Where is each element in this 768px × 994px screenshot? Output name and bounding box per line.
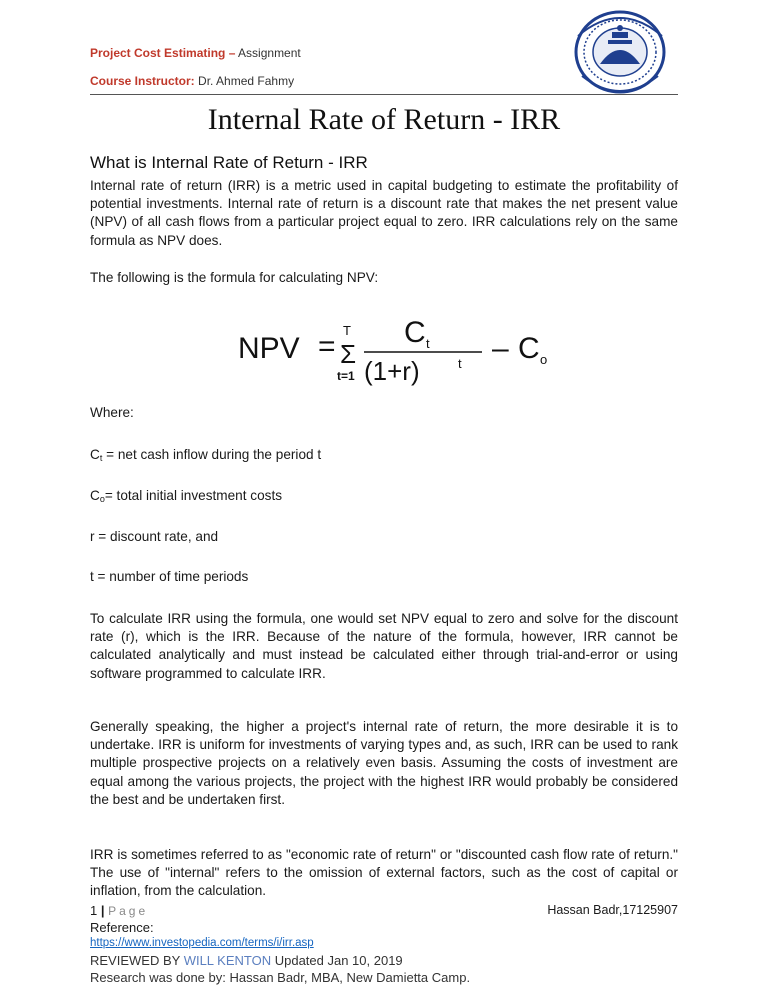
- header-course-label: Project Cost Estimating –: [90, 46, 236, 60]
- reviewed-date: Updated Jan 10, 2019: [271, 953, 403, 968]
- npv-formula: [236, 308, 566, 388]
- formula-npv: NPV: [238, 332, 300, 365]
- reviewed-prefix: REVIEWED BY: [90, 953, 184, 968]
- page-separator: |: [97, 903, 109, 918]
- calculation-paragraph: To calculate IRR using the formula, one would set NPV equal to zero and solve for the discount rate (r), which is the IRR. Because of the nature of the formula, however, IRR cannot be calculated analytically and must instead be calculated either through trial-and-error or using software programmed to calculate IRR.: [90, 611, 678, 681]
- header-course-value: Assignment: [238, 46, 301, 60]
- formula-numerator: C: [404, 316, 426, 349]
- reference-link[interactable]: https://www.investopedia.com/terms/i/irr.asp: [90, 937, 314, 949]
- formula-sum-bottom: t=1: [337, 369, 355, 383]
- definition-t: t = number of time periods: [90, 569, 249, 584]
- definition-ct-subscript: t: [99, 453, 103, 463]
- formula-sum-top: T: [343, 323, 351, 338]
- page-number-block: [90, 903, 148, 918]
- header-course-title: [90, 46, 301, 60]
- reference-label: Reference:: [90, 920, 154, 935]
- formula-equals: =: [318, 330, 336, 363]
- formula-sigma: Σ: [340, 339, 357, 369]
- header-instructor-value: Dr. Ahmed Fahmy: [198, 74, 295, 88]
- formula-c0-sub: o: [540, 352, 548, 367]
- page-word: Page: [108, 904, 149, 918]
- definition-co-subscript: o: [99, 494, 105, 504]
- definition-co-symbol: C: [90, 488, 100, 503]
- terminology-paragraph: IRR is sometimes referred to as "economic rate of return" or "discounted cash flow rate of return." The use of "internal" refers to the omission of external factors, such as the cost of capital or inflation, from the calculation.: [90, 847, 678, 899]
- research-note: Research was done by: Hassan Badr, MBA, New Damietta Camp.: [90, 970, 471, 985]
- definition-co-text: = total initial investment costs: [104, 488, 283, 503]
- formula-numerator-sub: t: [426, 336, 430, 351]
- formula-minus: –: [492, 332, 509, 365]
- formula-intro-paragraph: The following is the formula for calculating NPV:: [90, 270, 379, 285]
- page-number: 1: [90, 903, 98, 918]
- page-title: Internal Rate of Return - IRR: [207, 103, 561, 136]
- formula-denominator: (1+r): [364, 356, 420, 386]
- where-label: Where:: [90, 405, 134, 420]
- formula-c0: C: [518, 332, 540, 365]
- reviewer-name: WILL KENTON: [183, 953, 272, 968]
- definition-ct-symbol: C: [90, 447, 100, 462]
- ranking-paragraph: Generally speaking, the higher a project's internal rate of return, the more desirable it is to undertake. IRR is uniform for investments of varying types and, as such, IRR can be used to rank multiple prospective projects on a relatively even basis. Assuming the costs of investment are equal among the various projects, the project with the highest IRR would probably be considered the best and be undertaken first.: [90, 719, 678, 807]
- definition-ct-text: = net cash inflow during the period t: [102, 447, 322, 462]
- definition-ct: [90, 447, 321, 463]
- header-instructor: [90, 74, 294, 88]
- definition-r: r = discount rate, and: [90, 529, 219, 544]
- intro-paragraph: Internal rate of return (IRR) is a metric used in capital budgeting to estimate the profitability of potential investments. Internal rate of return is a discount rate that makes the net present value (NPV) of all cash flows from a particular project equal to zero. IRR calculations rely on the same formula as NPV does.: [90, 178, 678, 248]
- header-instructor-label: Course Instructor:: [90, 74, 195, 88]
- reviewed-by: [90, 953, 403, 968]
- section-heading: What is Internal Rate of Return - IRR: [90, 153, 368, 172]
- definition-co: [90, 488, 282, 504]
- university-logo: [568, 6, 672, 96]
- formula-denominator-sup: t: [458, 356, 462, 371]
- author-id: Hassan Badr,17125907: [547, 903, 678, 917]
